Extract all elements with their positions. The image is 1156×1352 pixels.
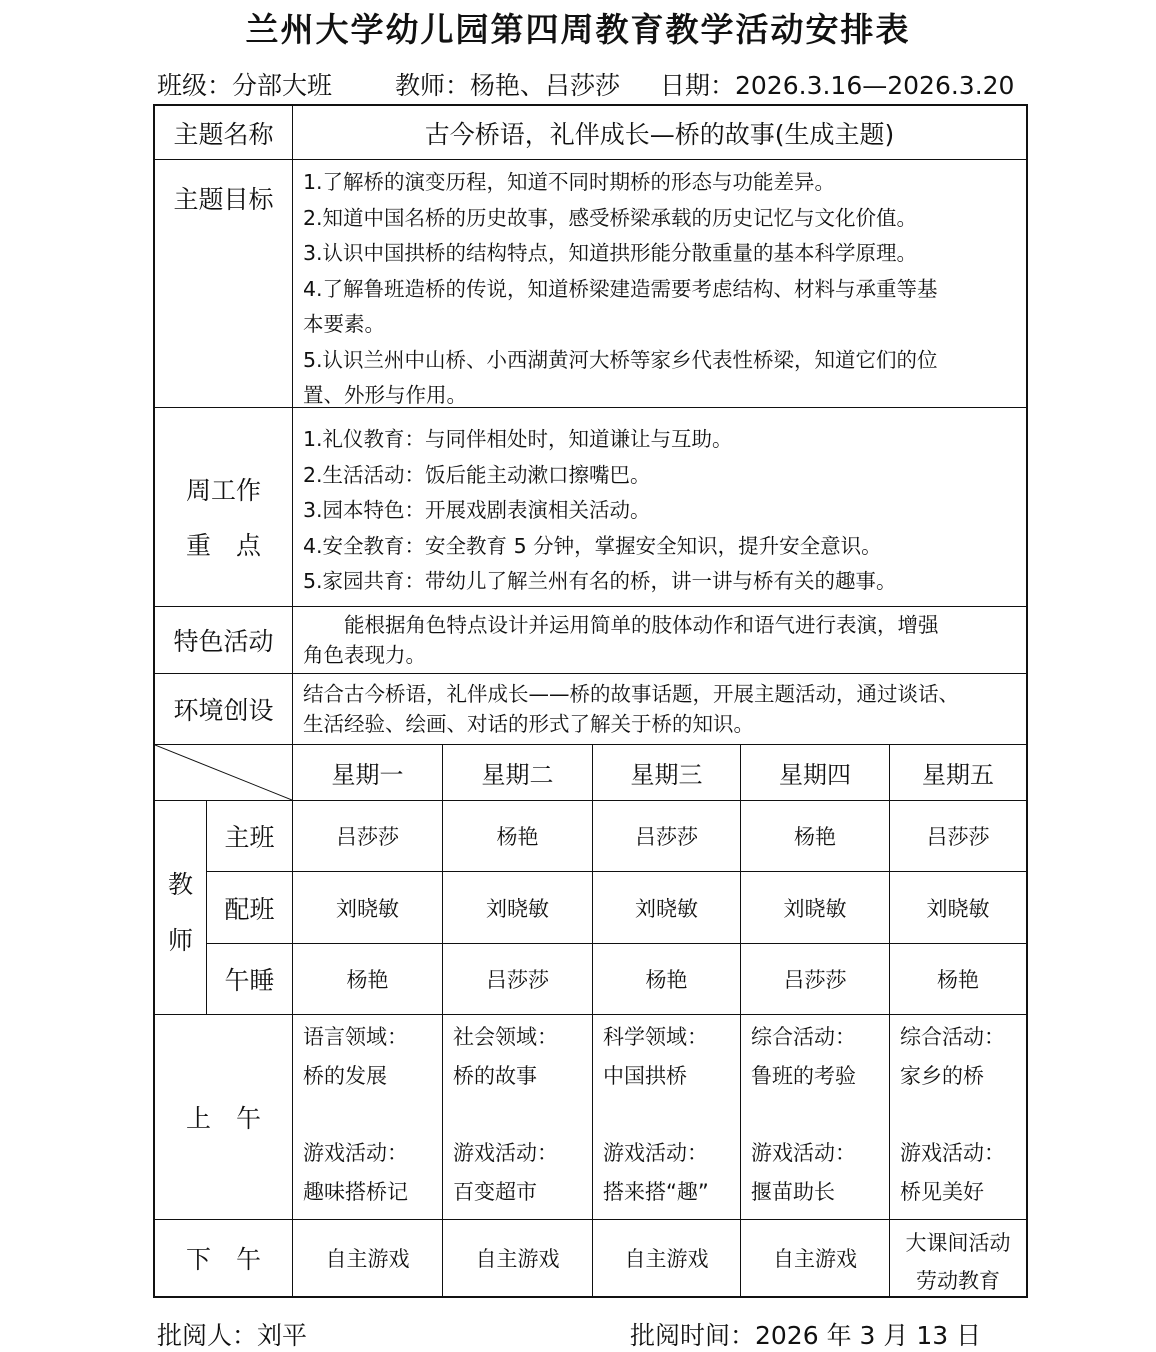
goals-label: 主题目标 [173, 185, 274, 214]
afternoon-cell-tue: 自主游戏 [475, 1247, 560, 1271]
environment-line: 生活经验、绘画、对话的形式了解关于桥的知识。 [303, 712, 754, 736]
focus-label-line2: 重 点 [185, 531, 261, 560]
afternoon-label: 下 午 [185, 1245, 261, 1274]
focus-line: 2.生活活动：饭后能主动漱口擦嘴巴。 [303, 462, 651, 487]
environment-label: 环境创设 [173, 696, 274, 725]
teacher-group-label-2: 师 [167, 926, 193, 955]
morning-domain: 语言领域： [303, 1025, 408, 1049]
schedule-table [153, 104, 1028, 1298]
nap-teacher-wed: 杨艳 [645, 968, 688, 992]
environment-text [293, 679, 1026, 739]
afternoon-cell-thu: 自主游戏 [773, 1247, 857, 1271]
teacher-info: 教师：杨艳、吕莎莎 [395, 71, 621, 100]
morning-topic: 鲁班的考验 [751, 1063, 856, 1088]
focus-line: 5.家园共育：带幼儿了解兰州有名的桥，讲一讲与桥有关的趣事。 [303, 569, 897, 593]
date-info: 日期：2026.3.16—2026.3.20 [660, 71, 1015, 100]
assistant-teacher-tue: 刘晓敏 [486, 896, 549, 921]
morning-game: 揠苗助长 [751, 1179, 835, 1204]
morning-topic: 家乡的桥 [900, 1063, 984, 1088]
page-title: 兰州大学幼儿园第四周教育教学活动安排表 [245, 10, 911, 49]
goal-line: 本要素。 [303, 312, 385, 336]
morning-game-label: 游戏活动： [751, 1141, 856, 1165]
afternoon-cell-wed: 自主游戏 [624, 1247, 709, 1271]
teacher-group-label-1: 教 [167, 870, 193, 899]
morning-game: 百变超市 [453, 1179, 537, 1204]
special-line: 角色表现力。 [303, 643, 426, 667]
main-teacher-wed: 吕莎莎 [635, 825, 698, 849]
goals-list [293, 165, 1026, 414]
grid-line [155, 159, 1026, 160]
special-line: 能根据角色特点设计并运用简单的肢体动作和语气进行表演，增强 [303, 613, 939, 637]
assistant-teacher-thu: 刘晓敏 [783, 896, 847, 921]
morning-game: 桥见美好 [900, 1179, 984, 1204]
theme-label: 主题名称 [173, 119, 274, 149]
goal-line: 5.认识兰州中山桥、小西湖黄河大桥等家乡代表性桥梁，知道它们的位 [303, 347, 938, 372]
morning-game-label: 游戏活动： [453, 1141, 558, 1165]
assistant-teacher-wed: 刘晓敏 [635, 896, 698, 921]
theme-value: 古今桥语，礼伴成长—桥的故事(生成主题) [424, 119, 895, 149]
main-teacher-thu: 杨艳 [794, 825, 836, 849]
goal-line: 1.了解桥的演变历程，知道不同时期桥的形态与功能差异。 [303, 170, 836, 194]
morning-domain: 综合活动： [900, 1025, 1005, 1049]
main-teacher-fri: 吕莎莎 [926, 825, 990, 849]
diagonal-header-line [155, 745, 292, 800]
nap-teacher-tue: 吕莎莎 [486, 968, 549, 992]
nap-teacher-mon: 杨艳 [346, 968, 389, 992]
morning-domain: 综合活动： [751, 1025, 856, 1049]
special-label: 特色活动 [173, 627, 274, 656]
focus-line: 4.安全教育：安全教育 5 分钟，掌握安全知识，提升安全意识。 [303, 533, 882, 558]
morning-cell-fri [890, 1018, 1026, 1211]
morning-game: 搭来搭“趣” [603, 1179, 709, 1204]
day-header-tue: 星期二 [481, 761, 554, 789]
assistant-teacher-fri: 刘晓敏 [926, 896, 990, 921]
morning-label: 上 午 [185, 1104, 261, 1133]
afternoon-cell-fri [890, 1224, 1026, 1300]
focus-line: 3.园本特色：开展戏剧表演相关活动。 [303, 498, 651, 522]
morning-game-label: 游戏活动： [900, 1141, 1005, 1165]
morning-cell-tue [443, 1018, 592, 1211]
role-assistant: 配班 [224, 894, 275, 924]
main-teacher-mon: 吕莎莎 [336, 825, 399, 849]
nap-teacher-thu: 吕莎莎 [783, 968, 847, 992]
morning-topic: 中国拱桥 [603, 1063, 687, 1088]
morning-game: 趣味搭桥记 [303, 1179, 408, 1204]
main-teacher-tue: 杨艳 [496, 825, 539, 849]
focus-label-line1: 周工作 [185, 476, 261, 505]
morning-cell-mon [293, 1018, 442, 1211]
assistant-teacher-mon: 刘晓敏 [336, 896, 399, 921]
day-header-mon: 星期一 [331, 761, 404, 789]
focus-line: 1.礼仪教育：与同伴相处时，知道谦让与互助。 [303, 427, 733, 451]
morning-cell-wed [593, 1018, 740, 1211]
goal-line: 2.知道中国名桥的历史故事，感受桥梁承载的历史记忆与文化价值。 [303, 205, 918, 230]
morning-game-label: 游戏活动： [603, 1141, 708, 1165]
afternoon-fri-line1: 大课间活动 [905, 1231, 1011, 1255]
morning-topic: 桥的发展 [303, 1063, 387, 1088]
morning-domain: 科学领域： [603, 1025, 708, 1049]
goal-line: 3.认识中国拱桥的结构特点，知道拱形能分散重量的基本科学原理。 [303, 241, 918, 265]
afternoon-cell-mon: 自主游戏 [325, 1247, 410, 1271]
day-header-wed: 星期三 [630, 761, 703, 789]
role-nap: 午睡 [224, 966, 275, 995]
day-header-thu: 星期四 [779, 761, 851, 789]
morning-cell-thu [741, 1018, 889, 1211]
reviewer: 批阅人：刘平 [157, 1321, 308, 1350]
nap-teacher-fri: 杨艳 [937, 968, 979, 992]
morning-topic: 桥的故事 [453, 1063, 537, 1088]
review-time: 批阅时间：2026 年 3 月 13 日 [630, 1321, 982, 1350]
environment-line: 结合古今桥语，礼伴成长——桥的故事话题，开展主题活动，通过谈话、 [303, 682, 959, 706]
goal-line: 4.了解鲁班造桥的传说，知道桥梁建造需要考虑结构、材料与承重等基 [303, 276, 938, 301]
day-header-fri: 星期五 [922, 761, 994, 789]
morning-game-label: 游戏活动： [303, 1141, 408, 1165]
goal-line: 置、外形与作用。 [303, 383, 467, 407]
role-main: 主班 [224, 823, 275, 852]
morning-domain: 社会领域： [453, 1025, 558, 1049]
class-info: 班级：分部大班 [157, 71, 333, 100]
special-text [293, 610, 1026, 670]
afternoon-fri-line2: 劳动教育 [916, 1269, 1000, 1293]
focus-list [293, 422, 1026, 600]
